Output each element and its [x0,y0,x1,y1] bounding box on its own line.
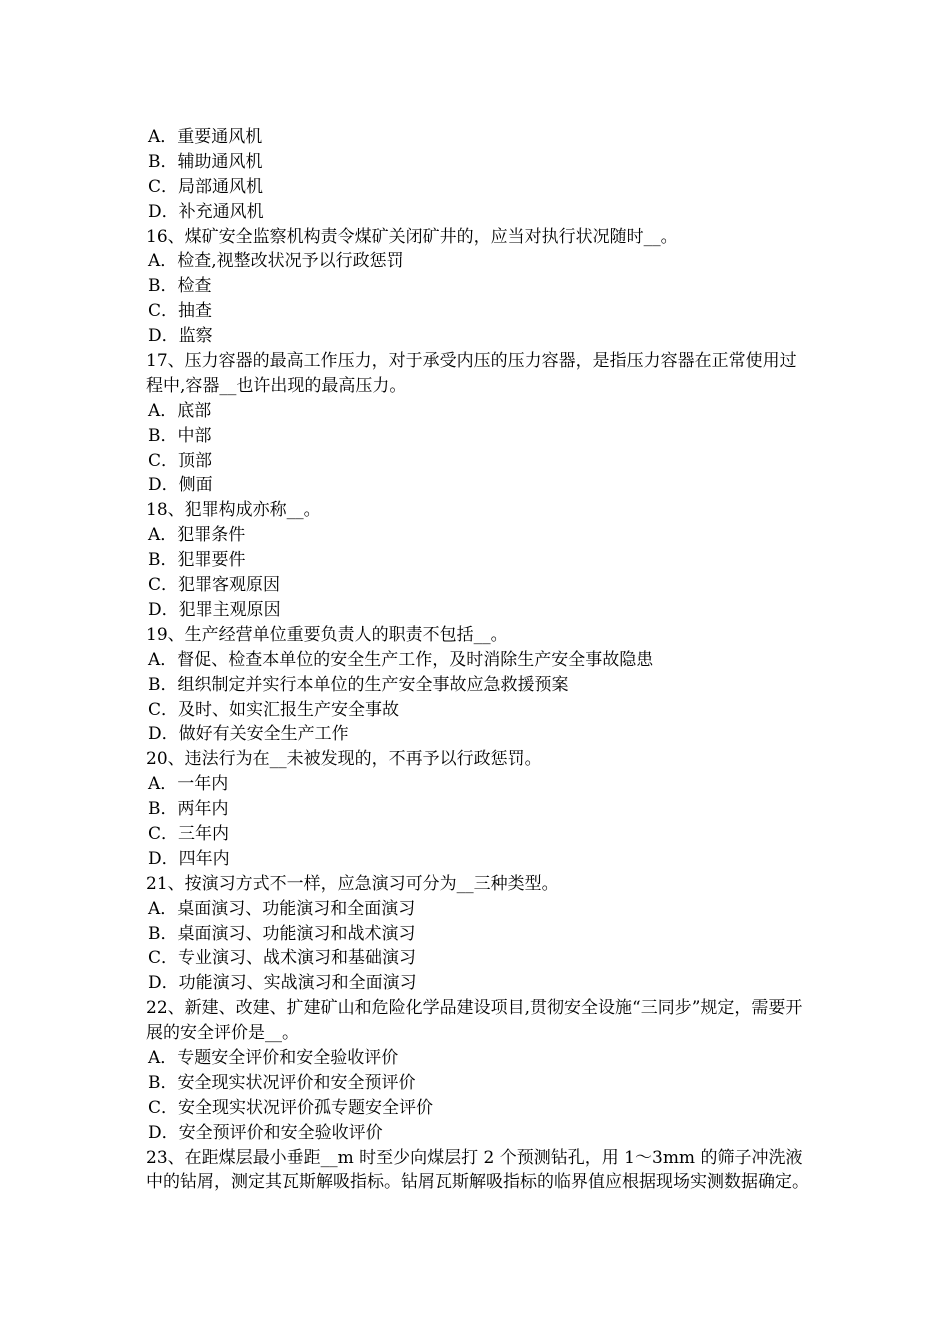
option-c: C．局部通风机 [148,176,264,197]
document-page [146,125,810,1220]
option-c: C．安全现实状况评价孤专题安全评价 [148,1097,434,1118]
option-b: B．组织制定并实行本单位的生产安全事故应急救援预案 [148,674,569,695]
option-b: B．检查 [148,276,212,297]
option-c: C．抽查 [148,301,213,322]
option-a: A．专题安全评价和安全验收评价 [148,1047,399,1068]
option-a: A．底部 [148,400,212,421]
option-b: B．两年内 [148,799,229,820]
option-d: D．安全预评价和安全验收评价 [148,1122,383,1143]
option-b: B．中部 [148,425,212,446]
option-c: C．专业演习、战术演习和基础演习 [148,948,417,969]
option-b: B．安全现实状况评价和安全预评价 [148,1072,416,1093]
option-d: D．四年内 [148,848,230,869]
option-b: B．犯罪要件 [148,550,246,571]
question-23: 23、在距煤层最小垂距__m 时至少向煤层打 2 个预测钻孔，用 1～3mm 的筛子冲洗液中的钻屑，测定其瓦斯解吸指标。钻屑瓦斯解吸指标的临界值应根据现场实测数据确定。 [146,1147,809,1193]
option-c: C．犯罪客观原因 [148,575,281,596]
option-b: B．辅助通风机 [148,151,263,172]
question-22: 22、新建、改建、扩建矿山和危险化学品建设项目,贯彻安全设施“三同步”规定，需要开展的安全评价是__。 [146,998,803,1044]
option-c: C．三年内 [148,823,230,844]
question-17: 17、压力容器的最高工作压力，对于承受内压的压力容器，是指压力容器在正常使用过程中,容器__也许出现的最高压力。 [146,351,797,396]
option-a: A．桌面演习、功能演习和全面演习 [148,898,416,919]
question-21: 21、按演习方式不一样，应急演习可分为__三种类型。 [146,873,559,894]
option-d: D．补充通风机 [148,201,264,222]
option-a: A．犯罪条件 [148,525,246,546]
option-c: C．顶部 [148,450,213,471]
option-c: C．及时、如实汇报生产安全事故 [148,699,400,720]
option-d: D．功能演习、实战演习和全面演习 [148,973,417,994]
option-a: A．重要通风机 [148,127,263,147]
option-a: A．督促、检查本单位的安全生产工作，及时消除生产安全事故隐患 [148,649,654,670]
option-d: D．犯罪主观原因 [148,599,281,620]
option-b: B．桌面演习、功能演习和战术演习 [148,923,416,944]
option-d: D．侧面 [148,475,213,496]
question-18: 18、犯罪构成亦称__。 [146,500,321,521]
question-20: 20、违法行为在__未被发现的，不再予以行政惩罚。 [146,749,542,770]
option-d: D．做好有关安全生产工作 [148,724,349,745]
question-19: 19、生产经营单位重要负责人的职责不包括__。 [146,624,508,645]
question-16: 16、煤矿安全监察机构责令煤矿关闭矿井的，应当对执行状况随时__。 [146,226,678,247]
option-a: A．一年内 [148,774,229,795]
option-d: D．监察 [148,326,213,347]
option-a: A．检查,视整改状况予以行政惩罚 [148,251,404,272]
